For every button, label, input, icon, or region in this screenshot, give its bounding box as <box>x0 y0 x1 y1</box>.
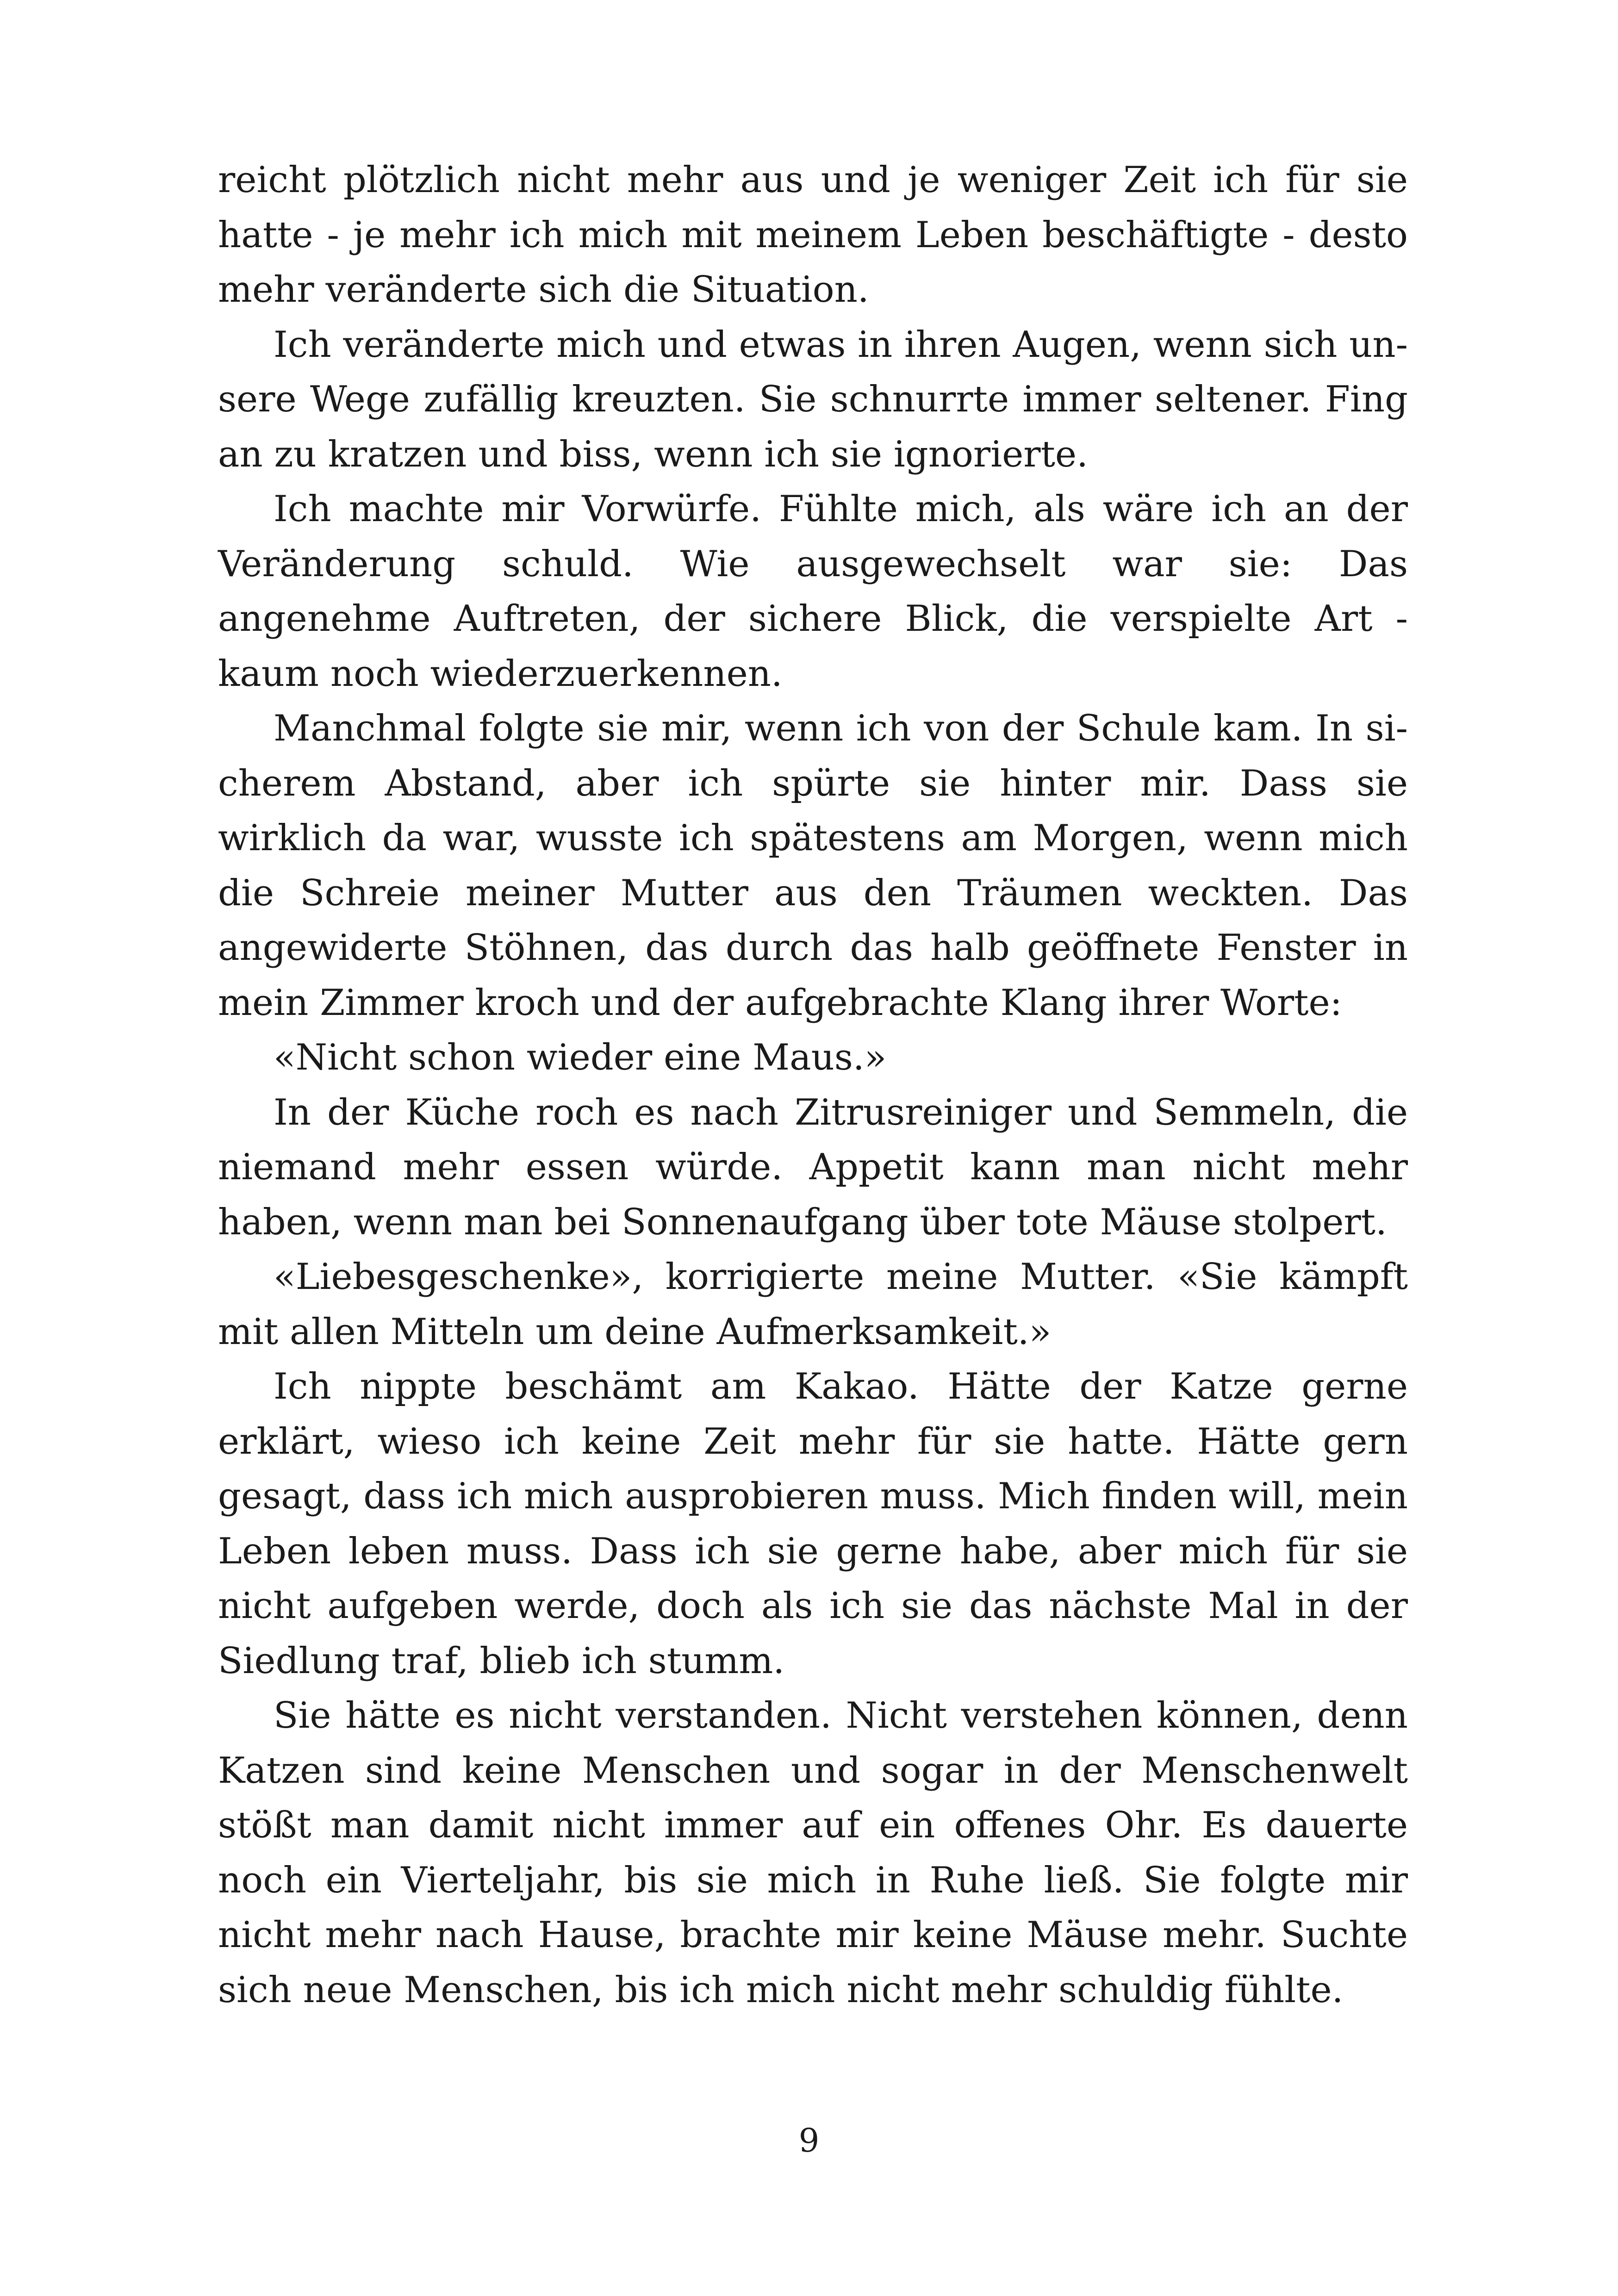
paragraph-4: Manchmal folgte sie mir, wenn ich von der Schule kam. In sicherem Abstand, aber ich spürte sie hinter mir. Dass sie wirklich da war, wusste ich spätestens am Morgen, wenn mich die Schreie meiner Mutter aus den Träumen weckten. Das angewiderte Stöhnen, das durch das halb geöffnete Fenster in mein Zimmer kroch und der aufgebrachte Klang ihrer Worte: <box>218 708 1408 1024</box>
body-text <box>218 153 1408 2017</box>
paragraph-6: In der Küche roch es nach Zitrusreiniger und Semmeln, die niemand mehr essen würde. Appetit kann man nicht mehr haben, wenn man bei Sonnenaufgang über tote Mäuse stolpert. <box>218 1091 1408 1243</box>
paragraph-2: Ich veränderte mich und etwas in ihren Augen, wenn sich unsere Wege zufällig kreuzten. Sie schnurrte immer seltener. Fing an zu kratzen und biss, wenn ich sie ignorierte. <box>218 324 1408 475</box>
paragraph-8: Ich nippte beschämt am Kakao. Hätte der Katze gerne erklärt, wieso ich keine Zeit mehr für sie hatte. Hätte gern gesagt, dass ich mich ausprobieren muss. Mich finden will, mein Leben leben muss. Dass ich sie gerne habe, aber mich für sie nicht aufgeben werde, doch als ich sie das nächste Mal in der Siedlung traf, blieb ich stumm. <box>218 1366 1408 1682</box>
paragraph-5-quote: «Nicht schon wieder eine Maus.» <box>274 1037 887 1078</box>
paragraph-7: «Liebesgeschenke», korrigierte meine Mutter. «Sie kämpft mit allen Mitteln um deine Aufmerksamkeit.» <box>218 1256 1408 1353</box>
paragraph-3: Ich machte mir Vorwürfe. Fühlte mich, als wäre ich an der Veränderung schuld. Wie ausgewechselt war sie: Das angenehme Auftreten, der sichere Blick, die verspielte Art - kaum noch wiederzuerkennen. <box>218 488 1408 695</box>
page-number: 9 <box>798 2122 820 2159</box>
paragraph-1: reicht plötzlich nicht mehr aus und je weniger Zeit ich für sie hatte - je mehr ich mich mit meinem Leben beschäftigte - desto mehr veränderte sich die Situation. <box>218 159 1408 311</box>
paragraph-9: Sie hätte es nicht verstanden. Nicht verstehen können, denn Katzen sind keine Menschen und sogar in der Menschenwelt stößt man damit nicht immer auf ein offenes Ohr. Es dauerte noch ein Vierteljahr, bis sie mich in Ruhe ließ. Sie folgte mir nicht mehr nach Hause, brachte mir keine Mäuse mehr. Suchte sich neue Menschen, bis ich mich nicht mehr schuldig fühlte. <box>218 1695 1408 2011</box>
